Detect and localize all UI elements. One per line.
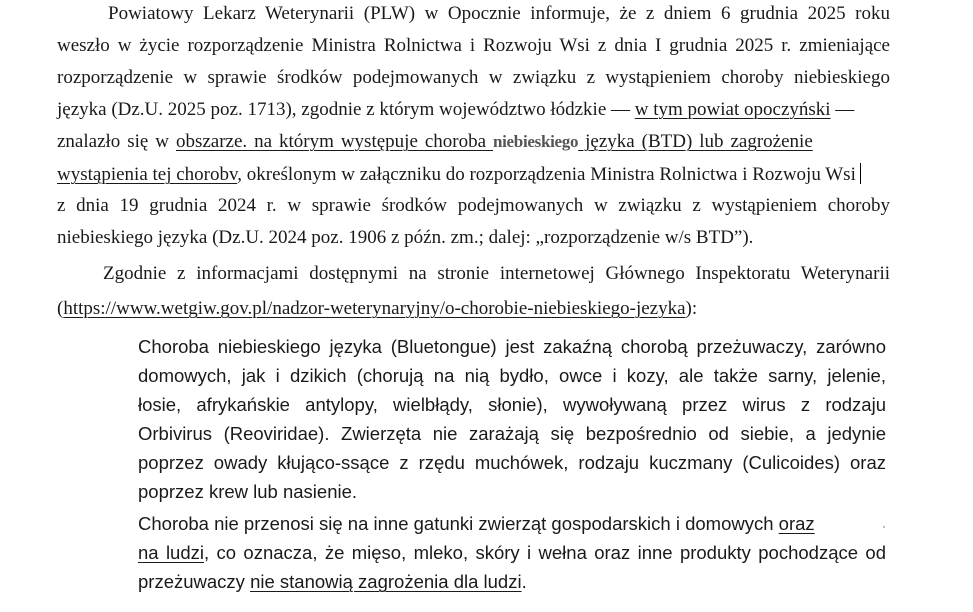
quote2-line-3 bbox=[138, 571, 527, 593]
quote2-line-1 bbox=[138, 513, 815, 535]
stray-dot-mark bbox=[883, 526, 885, 528]
underlined-text-btd: języka (BTD) lub zagrożenie bbox=[578, 131, 813, 152]
underlined-text-na-ludzi: na ludzi bbox=[138, 542, 204, 563]
quote1-line-1: Choroba niebieskiego języka (Bluetongue) jest zakaźną chorobą przeżuwaczy, zarówno bbox=[138, 336, 886, 357]
paragraph1-line-5 bbox=[57, 131, 890, 153]
quote1-line-2: domowych, jak i dzikich (chorują na nią bydło, owce i kozy, ale także sarny, jelenie, bbox=[138, 365, 886, 386]
text-segment: Choroba nie przenosi się na inne gatunki zwierząt gospodarskich i domowych bbox=[138, 513, 779, 534]
paragraph1-line-2: weszło w życie rozporządzenie Ministra Rolnictwa i Rozwoju Wsi z dnia I grudnia 2025 r. zmieniające bbox=[57, 35, 890, 56]
bold-word-niebieskiego: niebieskiego bbox=[492, 132, 579, 151]
text-segment: ( bbox=[57, 298, 64, 319]
text-segment: . bbox=[521, 571, 527, 592]
quote2-line-2 bbox=[138, 542, 886, 564]
underlined-text-wystapienia: wystąpienia tej chorobv bbox=[57, 164, 238, 185]
underlined-text-powiat: w tym powiat opoczyński bbox=[634, 99, 831, 120]
text-segment: języka (Dz.U. 2025 poz. 1713), zgodnie z którym województwo łódzkie — bbox=[57, 99, 635, 120]
gis-website-link[interactable]: https://www.wetgiw.gov.pl/nadzor-weterynaryjny/o-chorobie-niebieskiego-jezyka bbox=[63, 298, 686, 319]
paragraph1-line-4 bbox=[57, 99, 890, 121]
paragraph1-line-3: rozporządzenie w sprawie środków podejmowanych w związku z wystąpieniem choroby niebieskiego bbox=[57, 67, 890, 88]
text-segment: znalazło się w bbox=[57, 131, 176, 152]
underlined-text-nie-stanowia: nie stanowią zagrożenia dla ludzi bbox=[250, 571, 522, 592]
quote1-line-4: Orbivirus (Reoviridae). Zwierzęta nie zarażają się bezpośrednio od siebie, a jedynie bbox=[138, 423, 886, 444]
underlined-text-obszar: obszarze. na którym występuje choroba bbox=[175, 131, 493, 152]
paragraph1-line-6 bbox=[57, 163, 897, 186]
text-cursor bbox=[860, 163, 861, 184]
text-segment: przeżuwaczy bbox=[138, 571, 251, 592]
paragraph1-line-1: Powiatowy Lekarz Weterynarii (PLW) w Opocznie informuje, że z dniem 6 grudnia 2025 roku bbox=[108, 3, 890, 24]
quote1-line-3: łosie, afrykańskie antylopy, wielbłądy, słonie), wywoływaną przez wirus z rodzaju bbox=[138, 394, 886, 415]
text-segment: — bbox=[830, 99, 855, 120]
quote1-line-6: poprzez krew lub nasienie. bbox=[138, 481, 358, 502]
text-segment: ): bbox=[685, 298, 698, 319]
paragraph2-line-2 bbox=[57, 298, 697, 320]
paragraph2-line-1: Zgodnie z informacjami dostępnymi na stronie internetowej Głównego Inspektoratu Weterynarii bbox=[103, 263, 890, 284]
paragraph1-line-8: niebieskiego języka (Dz.U. 2024 poz. 1906 z późn. zm.; dalej: „rozporządzenie w/s BTD”). bbox=[57, 227, 754, 248]
underlined-text-oraz: oraz bbox=[778, 513, 815, 534]
paragraph1-line-7: z dnia 19 grudnia 2024 r. w sprawie środków podejmowanych w związku z wystąpieniem choroby bbox=[57, 195, 890, 216]
text-segment: , co oznacza, że mięso, mleko, skóry i wełna oraz inne produkty pochodzące od bbox=[204, 542, 886, 563]
text-segment: , określonym w załączniku do rozporządzenia Ministra Rolnictwa i Rozwoju Wsi bbox=[237, 164, 856, 185]
quote1-line-5: poprzez owady kłująco-ssące z rzędu muchówek, rodzaju kuczmany (Culicoides) oraz bbox=[138, 452, 886, 473]
